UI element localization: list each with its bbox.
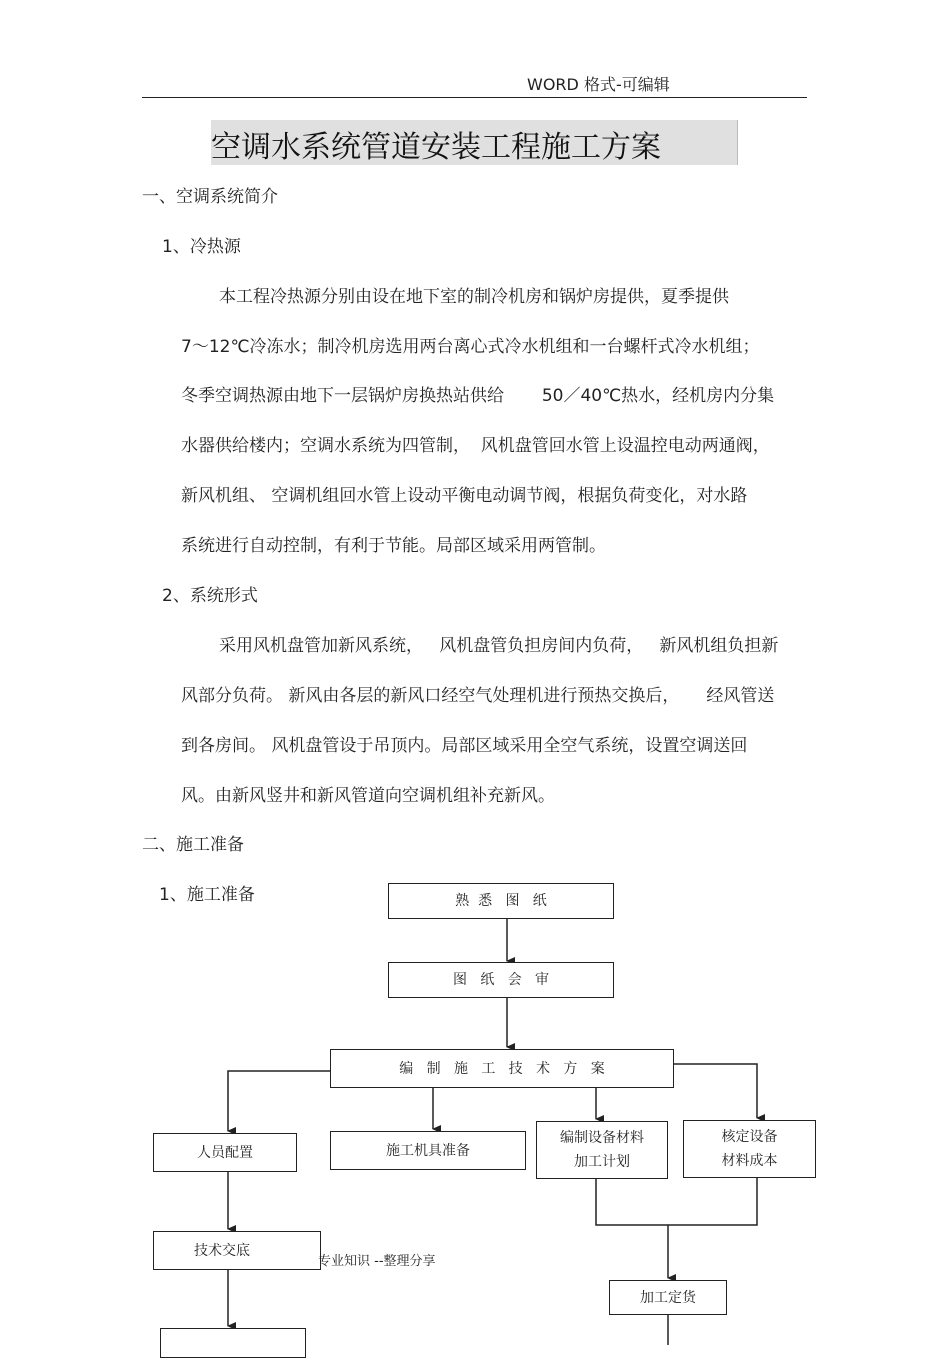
flow-drawing-review: 图 纸 会 审 — [388, 962, 614, 998]
paragraph-line: 新风机组、 空调机组回水管上设动平衡电动调节阀，根据负荷变化，对水路 — [181, 486, 748, 506]
flow-processing-order: 加工定货 — [609, 1280, 727, 1315]
section-1-heading: 一、空调系统简介 — [142, 187, 278, 207]
flow-construction-plan: 编 制 施 工 技 术 方 案 — [330, 1049, 674, 1088]
flow-technical-briefing: 技术交底 — [153, 1231, 321, 1270]
paragraph-line: 本工程冷热源分别由设在地下室的制冷机房和锅炉房提供，夏季提供 — [219, 287, 729, 307]
paragraph-line: 风。由新风竖井和新风管道向空调机组补充新风。 — [181, 786, 555, 806]
flow-staffing: 人员配置 — [153, 1133, 297, 1172]
section-2-heading: 二、施工准备 — [142, 835, 244, 855]
flow-material-processing-plan — [536, 1121, 668, 1179]
paragraph-line: 系统进行自动控制，有利于节能。局部区域采用两管制。 — [181, 536, 606, 556]
flow-material-plan-line1: 编制设备材料 — [560, 1130, 644, 1146]
paragraph-line: 到各房间。 风机盘管设于吊顶内。局部区域采用全空气系统，设置空调送回 — [181, 736, 748, 756]
paragraph-line: 风部分负荷。 新风由各层的新风口经空气处理机进行预热交换后， 经风管送 — [181, 686, 775, 706]
page-header: WORD 格式-可编辑 — [527, 75, 670, 94]
section-1-1-heading: 1、冷热源 — [162, 237, 241, 257]
paragraph-line: 采用风机盘管加新风系统， 风机盘管负担房间内负荷， 新风机组负担新 — [219, 636, 779, 656]
paragraph-line: 7～12℃冷冻水；制冷机房选用两台离心式冷水机组和一台螺杆式冷水机组； — [181, 337, 760, 357]
flow-material-cost — [683, 1120, 816, 1178]
paragraph-line: 水器供给楼内；空调水系统为四管制， 风机盘管回水管上设温控电动两通阀， — [181, 436, 770, 456]
flow-cost-line2: 材料成本 — [721, 1153, 778, 1169]
document-title: 空调水系统管道安装工程施工方案 — [211, 130, 661, 165]
flow-cost-line1: 核定设备 — [721, 1129, 778, 1145]
flow-tool-preparation: 施工机具准备 — [330, 1131, 526, 1170]
flow-familiarize-drawings: 熟 悉 图 纸 — [388, 883, 614, 919]
section-1-2-heading: 2、系统形式 — [162, 586, 258, 606]
flow-next-step-box — [160, 1328, 306, 1358]
page-footer: 专业知识 --整理分享 — [318, 1254, 436, 1269]
flow-material-plan-line2: 加工计划 — [574, 1154, 630, 1170]
paragraph-line: 冬季空调热源由地下一层锅炉房换热站供给 50／40℃热水，经机房内分集 — [181, 386, 775, 406]
section-2-1-heading: 1、施工准备 — [159, 885, 255, 905]
